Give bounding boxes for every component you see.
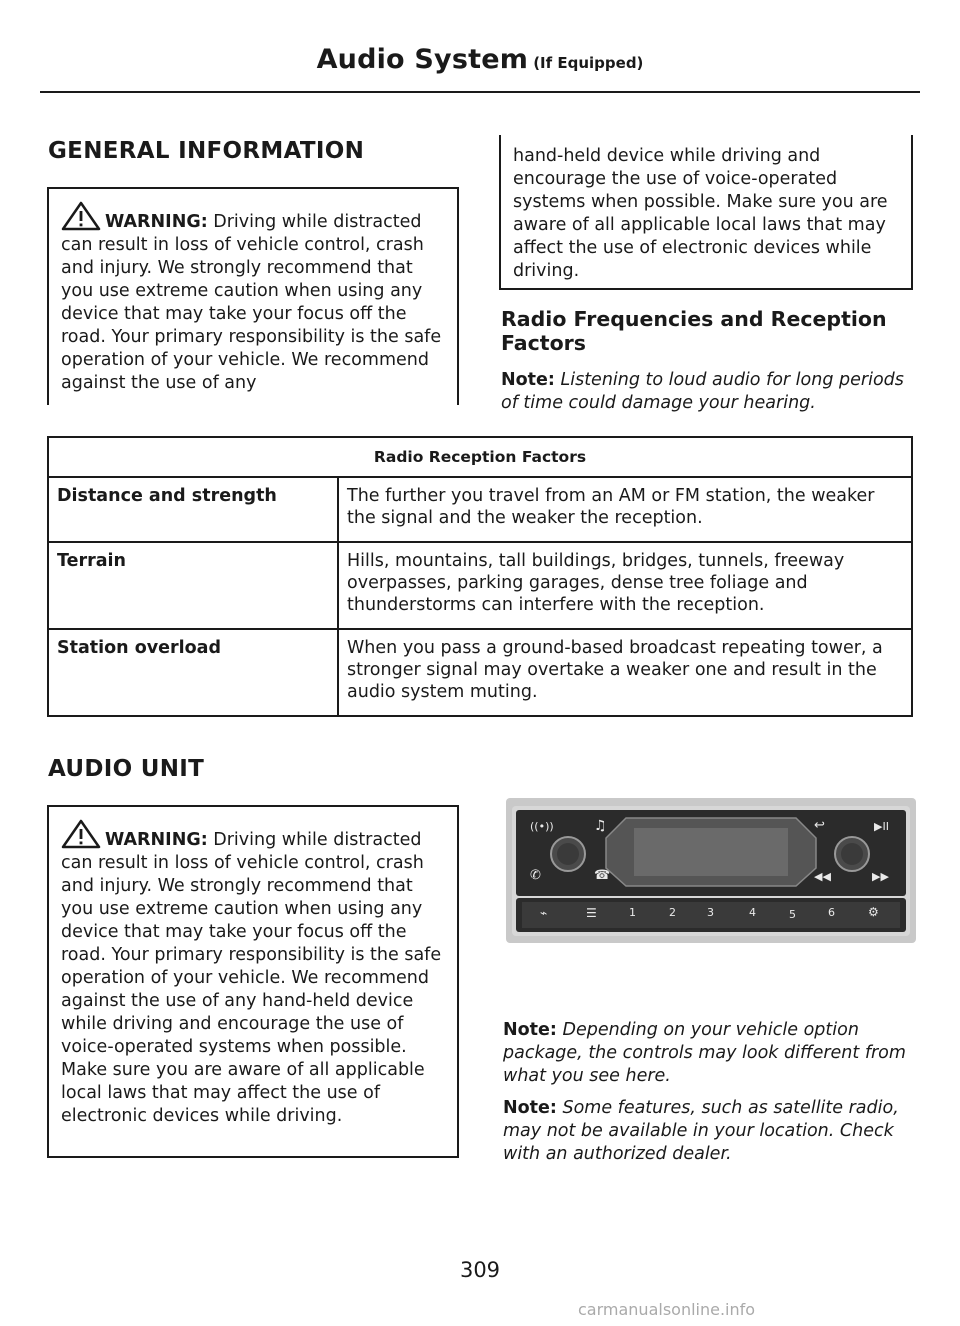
warning-label: WARNING: (105, 830, 208, 850)
description-cell: The further you travel from an AM or FM station, the weaker the signal and the weaker the reception. (338, 477, 912, 542)
note-label: Note: (501, 370, 555, 390)
preset-button-5: 5 (789, 908, 796, 921)
warning-label: WARNING: (105, 212, 208, 232)
factor-cell: Station overload (48, 629, 338, 716)
audio-note-1 (503, 1019, 915, 1088)
watermark: carmanualsonline.info (578, 1300, 756, 1319)
audio-unit-heading: AUDIO UNIT (48, 756, 205, 782)
voice-icon: ⌁ (540, 906, 548, 920)
note-label: Note: (503, 1098, 557, 1118)
preset-button-2: 2 (669, 906, 676, 919)
table-row (48, 542, 912, 629)
warning-box-general-part1 (47, 187, 459, 405)
general-information-heading: GENERAL INFORMATION (48, 138, 365, 164)
page-number: 309 (459, 1258, 501, 1282)
warning-box-audio (47, 805, 459, 1158)
header-title: Audio System (316, 44, 529, 75)
warning-triangle-icon (61, 819, 101, 849)
header-subtitle: (If Equipped) (533, 54, 644, 72)
radio-reception-factors-table (47, 436, 913, 717)
warning-text-part2: hand-held device while driving and encourage the use of voice-operated systems when possible. Make sure you are aware of all applicable local laws that may affect the use of electronic devices while driving. (513, 146, 888, 281)
note-text: Some features, such as satellite radio, may not be available in your location. Check with an authorized dealer. (503, 1098, 899, 1164)
radio-icon: ((•)) (530, 820, 554, 833)
seek-forward-icon: ▶▶ (872, 870, 889, 883)
factor-cell: Terrain (48, 542, 338, 629)
back-icon: ↩ (814, 818, 825, 833)
warning-text: Driving while distracted can result in loss of vehicle control, crash and injury. We strongly recommend that you use extreme caution when using any device that may take your focus off the road. Your primary responsibility is the safe operation of your vehicle. We recommend against the use of any hand-held device while driving and encourage the use of voice-operated systems when possible. Make sure you are aware of all applicable local laws that may affect the use of electronic devices while driving. (61, 830, 442, 1126)
table-title: Radio Reception Factors (48, 437, 912, 477)
warning-triangle-icon (61, 201, 101, 231)
warning-box-general-part2 (499, 135, 913, 290)
radio-note (501, 369, 917, 415)
audio-unit-controls (506, 798, 916, 943)
note-text: Depending on your vehicle option package, the controls may look different from what you see here. (503, 1020, 906, 1086)
note-label: Note: (503, 1020, 557, 1040)
hang-up-icon: ☎ (594, 868, 611, 883)
equalizer-icon: ☰ (586, 906, 597, 920)
music-note-icon: ♫ (594, 818, 607, 834)
phone-icon: ✆ (530, 868, 541, 883)
table-header-row (48, 437, 912, 477)
description-cell: Hills, mountains, tall buildings, bridges, tunnels, freeway overpasses, parking garages, dense tree foliage and thunderstorms can interfere with the reception. (338, 542, 912, 629)
preset-button-4: 4 (749, 906, 756, 919)
table-row (48, 477, 912, 542)
settings-icon: ⚙ (868, 905, 879, 919)
audio-note-2 (503, 1097, 915, 1166)
warning-text-part1: Driving while distracted can result in loss of vehicle control, crash and injury. We strongly recommend that you use extreme caution when using any device that may take your focus off the road. Your primary responsibility is the safe operation of your vehicle. We recommend against the use of any (61, 212, 442, 393)
page-header (40, 44, 920, 75)
play-pause-icon: ▶II (874, 820, 889, 833)
seek-back-icon: ◀◀ (814, 870, 831, 883)
description-cell: When you pass a ground-based broadcast repeating tower, a stronger signal may overtake a weaker one and result in the audio system muting. (338, 629, 912, 716)
table-row (48, 629, 912, 716)
factor-cell: Distance and strength (48, 477, 338, 542)
preset-button-1: 1 (629, 906, 636, 919)
note-text: Listening to loud audio for long periods of time could damage your hearing. (501, 370, 904, 413)
radio-frequencies-heading: Radio Frequencies and Reception Factors (501, 307, 887, 355)
audio-unit-image (506, 798, 916, 943)
preset-button-3: 3 (707, 906, 714, 919)
header-rule (40, 91, 920, 93)
preset-button-6: 6 (828, 906, 835, 919)
